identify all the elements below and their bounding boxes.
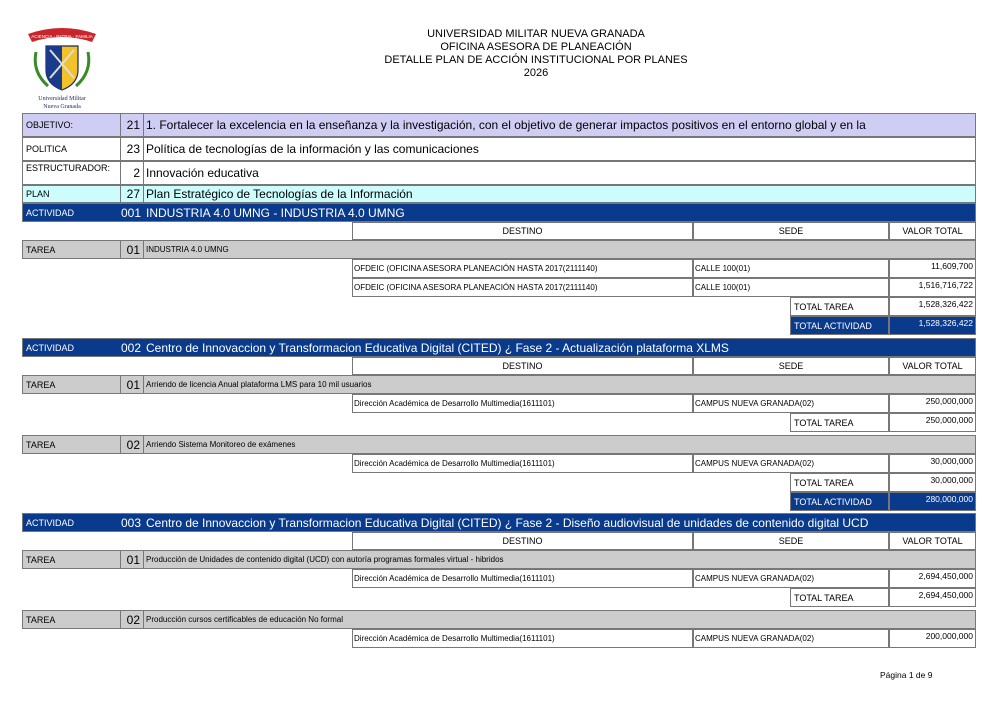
column-header-destino: DESTINO [352,532,693,550]
politica-label: POLITICA [23,138,121,160]
total-tarea-value: 1,528,326,422 [889,297,976,316]
actividad-number: 002 [120,340,141,355]
total-tarea-value: 2,694,450,000 [889,588,976,607]
tarea-label: TAREA [23,376,121,393]
actividad-text: Centro de Innovaccion y Transformacion Educativa Digital (CITED) ¿ Fase 2 - Actualización plataforma XLMS [146,340,729,355]
valor-cell: 2,694,450,000 [889,569,976,588]
tarea-row [22,435,976,454]
actividad-label: ACTIVIDAD [26,342,75,353]
tarea-row [22,610,976,629]
destino-cell: OFDEIC (OFICINA ASESORA PLANEACIÓN HASTA 2017(2111140) [352,278,693,297]
politica-text: Política de tecnologías de la información y las comunicaciones [146,142,479,156]
tarea-text: Arriendo Sistema Monitoreo de exámenes [146,440,296,449]
logo-name-line2: Nueva Granada [43,104,81,110]
destino-cell: Dirección Académica de Desarrollo Multimedia(1611101) [352,454,693,473]
tarea-number: 01 [121,241,144,258]
tarea-label: TAREA [23,611,121,628]
header-report-title: DETALLE PLAN DE ACCIÓN INSTITUCIONAL POR PLANES [384,54,688,66]
column-header-destino: DESTINO [352,222,693,240]
actividad-text: Centro de Innovaccion y Transformacion Educativa Digital (CITED) ¿ Fase 2 - Diseño audiovisual de unidades de contenido digital UCD [146,515,869,530]
actividad-row [22,203,976,222]
total-tarea-value: 250,000,000 [889,413,976,432]
sede-cell: CAMPUS NUEVA GRANADA(02) [693,394,889,413]
politica-row [22,137,976,161]
total-actividad-label: TOTAL ACTIVIDAD [790,316,889,335]
tarea-row [22,240,976,259]
column-header-valor-total: VALOR TOTAL [889,222,976,240]
page-number: Página 1 de 9 [880,670,933,680]
plan-label: PLAN [23,186,121,202]
actividad-label: ACTIVIDAD [26,517,75,528]
destino-cell: Dirección Académica de Desarrollo Multimedia(1611101) [352,629,693,648]
destino-cell: OFDEIC (OFICINA ASESORA PLANEACIÓN HASTA 2017(2111140) [352,259,693,278]
plan-text: Plan Estratégico de Tecnologías de la Información [146,187,413,201]
column-header-valor-total: VALOR TOTAL [889,357,976,375]
logo-name-line1: Universidad Militar [38,96,86,102]
total-actividad-value: 280,000,000 [889,492,976,511]
column-header-sede: SEDE [693,222,889,240]
valor-cell: 250,000,000 [889,394,976,413]
actividad-number: 003 [120,515,141,530]
estructurador-number: 2 [121,162,144,184]
estructurador-label: ESTRUCTURADOR: [23,162,121,184]
total-tarea-label: TOTAL TAREA [790,297,889,316]
sede-cell: CAMPUS NUEVA GRANADA(02) [693,629,889,648]
valor-cell: 1,516,716,722 [889,278,976,297]
destino-cell: Dirección Académica de Desarrollo Multimedia(1611101) [352,569,693,588]
tarea-label: TAREA [23,551,121,568]
valor-cell: 200,000,000 [889,629,976,648]
tarea-row [22,375,976,394]
tarea-number: 02 [121,436,144,453]
tarea-label: TAREA [23,241,121,258]
valor-cell: 30,000,000 [889,454,976,473]
tarea-text: INDUSTRIA 4.0 UMNG [146,245,229,254]
column-header-sede: SEDE [693,357,889,375]
tarea-text: Arriendo de licencia Anual plataforma LMS para 10 mil usuarios [146,380,372,389]
column-header-sede: SEDE [693,532,889,550]
sede-cell: CALLE 100(01) [693,278,889,297]
actividad-label: ACTIVIDAD [26,207,75,218]
tarea-number: 01 [121,551,144,568]
university-logo [22,24,102,112]
plan-row [22,185,976,203]
header-office: OFICINA ASESORA DE PLANEACIÓN [440,41,632,53]
objetivo-text: 1. Fortalecer la excelencia en la enseñanza y la investigación, con el objetivo de generar impactos positivos en el entorno global y en la [146,118,866,132]
header-university: UNIVERSIDAD MILITAR NUEVA GRANADA [427,28,645,40]
objetivo-number: 21 [121,114,144,136]
estructurador-row [22,161,976,185]
total-actividad-label: TOTAL ACTIVIDAD [790,492,889,511]
plan-number: 27 [121,186,144,202]
actividad-text: INDUSTRIA 4.0 UMNG - INDUSTRIA 4.0 UMNG [146,205,405,220]
tarea-text: Producción cursos certificables de educación No formal [146,615,343,624]
total-tarea-value: 30,000,000 [889,473,976,492]
estructurador-text: Innovación educativa [146,166,259,180]
tarea-text: Producción de Unidades de contenido digital (UCD) con autoría programas formales virtual - hibridos [146,555,504,564]
sede-cell: CALLE 100(01) [693,259,889,278]
objetivo-label: OBJETIVO: [23,114,121,136]
sede-cell: CAMPUS NUEVA GRANADA(02) [693,569,889,588]
objetivo-row [22,113,976,137]
total-tarea-label: TOTAL TAREA [790,413,889,432]
actividad-number: 001 [120,205,141,220]
actividad-row [22,338,976,357]
column-header-destino: DESTINO [352,357,693,375]
logo-banner-text: ACIENCIA · PATRIA · FAMILIA [31,34,93,39]
total-actividad-value: 1,528,326,422 [889,316,976,335]
header-year: 2026 [523,67,549,79]
total-tarea-label: TOTAL TAREA [790,473,889,492]
actividad-row [22,513,976,532]
tarea-number: 02 [121,611,144,628]
column-header-valor-total: VALOR TOTAL [889,532,976,550]
tarea-number: 01 [121,376,144,393]
destino-cell: Dirección Académica de Desarrollo Multimedia(1611101) [352,394,693,413]
valor-cell: 11,609,700 [889,259,976,278]
sede-cell: CAMPUS NUEVA GRANADA(02) [693,454,889,473]
tarea-label: TAREA [23,436,121,453]
tarea-row [22,550,976,569]
total-tarea-label: TOTAL TAREA [790,588,889,607]
politica-number: 23 [121,138,144,160]
